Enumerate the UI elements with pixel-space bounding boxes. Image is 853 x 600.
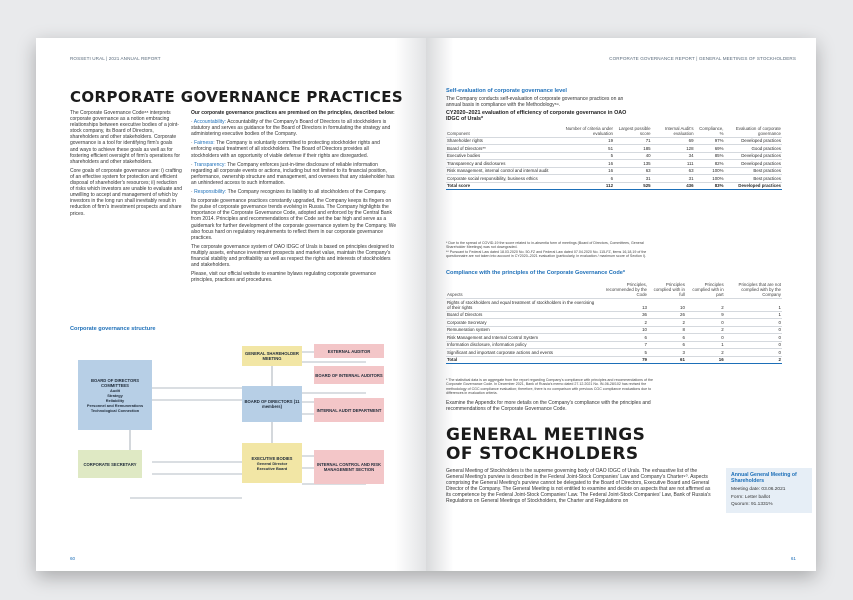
table-cell: 69	[652, 137, 695, 144]
table-cell: 0	[725, 334, 782, 341]
table-cell: 63	[652, 167, 695, 174]
self-evaluation-label: Self-evaluation of corporate governance level	[446, 88, 567, 94]
table-cell: 5	[598, 349, 648, 356]
table-cell: 185	[614, 145, 652, 152]
table1-title: CY2020–2021 evaluation of efficiency of corporate governance in OAO IDGC of Urals*	[446, 110, 627, 123]
principle-text: The Company enforces just-in-time disclosure of reliable information regarding all corporate events or actions, including but not limited to its financial position, performance, ownership structure and management, and oversees that any stakeholder has an unhindered access to such information.	[191, 161, 395, 186]
committee-reliability: Reliability	[105, 397, 125, 403]
table-cell: 19	[558, 137, 614, 144]
table-cell: Board of Directors	[446, 311, 598, 318]
agm-meeting-date: Meeting date: 03.06.2021	[731, 487, 786, 492]
table-total-cell: 61	[648, 356, 686, 363]
table-cell: 9	[686, 311, 725, 318]
table-cell: 26	[648, 311, 686, 318]
efficiency-table	[446, 125, 782, 190]
left-page	[36, 38, 426, 571]
table-cell: 0	[725, 326, 782, 333]
self-evaluation-text: The Company conducts self-evaluation of corporate governance practices on an annual basis in compliance with the Methodology⁸⁹.	[446, 96, 624, 109]
intro-paragraph-1: The Corporate Governance Code⁸⁸ interprets corporate governance as a notion embracing relationships between executive bodies of a joint-stock company, its Board of Directors, shareholders and other stakeholders. Corporate governance is a tool for identifying firm's goals and ways to achieve these goals as well as for fostering efficient oversight of firm's operations for shareholders and other stakeholders.	[70, 110, 181, 165]
table-cell: 31	[614, 175, 652, 182]
table-cell: 1	[725, 311, 782, 318]
table-cell: 0	[725, 341, 782, 348]
page-number-left: 60	[70, 556, 76, 561]
table-cell: 82%	[695, 160, 725, 167]
table-cell: Corporate Secretary	[446, 319, 598, 326]
col-header: Component	[446, 125, 558, 137]
col-header: Compliance, %	[695, 125, 725, 137]
table-total-cell: 525	[614, 182, 652, 189]
table-header-row	[446, 281, 782, 299]
committee-tech-connection: Technological Connection	[90, 407, 140, 413]
table-cell: Risk Management and Internal Control System	[446, 334, 598, 341]
diagram-title: Corporate governance structure	[70, 326, 156, 332]
executive-bodies-box	[242, 443, 302, 483]
executive-board-label: Executive Board	[256, 465, 288, 471]
body-paragraph: The corporate governance system of OAO IDGC of Urals is based on principles designed to multiply assets, enhance investment prospects and market value, maintain the Company's financial stability and profitability as well as respect the rights and interests of stockholders and stakeholders.	[191, 243, 395, 269]
table-row	[446, 341, 782, 348]
table-cell: 100%	[695, 167, 725, 174]
table-cell: 10	[598, 326, 648, 333]
compliance-table-body	[446, 299, 782, 364]
table-cell: Shareholder rights	[446, 137, 558, 144]
table-cell: 1	[725, 299, 782, 312]
table-cell: Rights of stockholders and equal treatment of stockholders in the exercising of their rights	[446, 299, 598, 312]
table-row	[446, 334, 782, 341]
table-row	[446, 299, 782, 312]
table-cell: Remuneration system	[446, 326, 598, 333]
table-total-row	[446, 356, 782, 363]
table-total-cell: 2	[725, 356, 782, 363]
table-row	[446, 167, 782, 174]
table-cell: Transparency and disclosures	[446, 160, 558, 167]
table-row	[446, 349, 782, 356]
intro-paragraph-2: Core goals of corporate governance are: i) crafting of an effective system for protection and efficient disposal of shareholder's resources; ii) reduction of risks which investors are unable to evaluate and unwilling to accept and management of which by investors in the long run shall inevitably result in reduction of firm's investment prospects and share prices.	[70, 167, 183, 217]
table-header-row	[446, 125, 782, 137]
agm-sidebar-title: Annual General Meeting of Shareholders	[731, 472, 797, 484]
table-cell: 135	[614, 160, 652, 167]
table-cell: 1	[686, 341, 725, 348]
table-cell: Risk management, internal control and internal audit	[446, 167, 558, 174]
table-cell: 6	[648, 341, 686, 348]
table-total-cell: Developed practices	[725, 182, 782, 189]
principles-lead: Our corporate governance practices are premised on the principles, described below:	[191, 110, 395, 116]
table-cell: 71	[614, 137, 652, 144]
principle-text: The Company recognizes its liability to all stockholders of the Company.	[227, 189, 387, 196]
table-cell: 34	[652, 152, 695, 159]
table-cell: 69%	[695, 145, 725, 152]
table-cell: Best practices	[725, 167, 782, 174]
table-cell: Developed practices	[725, 160, 782, 167]
table-cell: Significant and important corporate actions and events	[446, 349, 598, 356]
table-cell: 100%	[695, 175, 725, 182]
col-header: Internal Audit's evaluation	[652, 125, 695, 137]
board-internal-auditors-box: BOARD OF INTERNAL AUDITORS	[314, 366, 384, 384]
page-number-right: 61	[790, 556, 796, 561]
table-row	[446, 319, 782, 326]
col-header: Largest possible score	[614, 125, 652, 137]
table-cell: Information disclosure, information policy	[446, 341, 598, 348]
table-cell: 8	[648, 326, 686, 333]
table-cell: 2	[648, 319, 686, 326]
principle-term: Responsibility:	[194, 189, 227, 196]
table-cell: Corporate social responsibility, business ethics	[446, 175, 558, 182]
body-paragraph: Its corporate governance practices constantly upgraded, the Company keeps its fingers on the pulse of corporate governance trends evolving in Russia. The Company highlights the importance of the Corporate Governance Code, adopted and enforced by the Central Bank from 2014. Principles and recommendations of the Code set the bar high and serve as a guidemark for further development of the corporate governance system by the Company. We also focus hard on regulatory requirements to reflect them in our corporate governance practices.	[191, 198, 397, 241]
col-header: Aspects	[446, 281, 598, 299]
table-total-cell: Total	[446, 356, 598, 363]
board-of-directors-box: BOARD OF DIRECTORS (11 members)	[242, 386, 302, 422]
table-total-cell: 436	[652, 182, 695, 189]
running-head-left: ROSSETI URAL | 2021 ANNUAL REPORT	[70, 56, 161, 61]
compliance-label: Compliance with the principles of the Corporate Governance Code*	[446, 270, 626, 276]
agm-quorum: Quorum: 91.1331%	[731, 502, 773, 507]
table-cell: 5	[558, 152, 614, 159]
gsm-box: GENERAL SHAREHOLDER MEETING	[242, 346, 302, 366]
table-cell: Board of Directors**	[446, 145, 558, 152]
table-cell: Good practices	[725, 145, 782, 152]
table-total-cell: 83%	[695, 182, 725, 189]
table-cell: 40	[614, 152, 652, 159]
efficiency-table-wrap	[446, 125, 782, 190]
col-header: Principles complied with in full	[648, 281, 686, 299]
table-total-row	[446, 182, 782, 189]
table-cell: 6	[648, 334, 686, 341]
table-cell: 0	[686, 319, 725, 326]
table-cell: 2	[686, 349, 725, 356]
table-cell: 2	[686, 326, 725, 333]
table-cell: Best practices	[725, 175, 782, 182]
col-header: Number of criteria under evaluation	[558, 125, 614, 137]
efficiency-table-body	[446, 137, 782, 189]
table-cell: 2	[686, 299, 725, 312]
principles-column	[191, 110, 398, 286]
right-page	[426, 38, 816, 571]
table-cell: 31	[652, 175, 695, 182]
running-head-right: CORPORATE GOVERNANCE REPORT | GENERAL MEETINGS OF STOCKHOLDERS	[609, 56, 796, 61]
table2-footnote: * The statistical data is an aggregate from the report regarding Company's compliance with principles and recommendations of the Corporate Governance Code. In December 2021, Bank of Russia's memo dated 27.12.2021 No. IN-06-28/102 has revised the methodology of CGC compliance evaluation; therefore, there is no comparison with previous CGC compliance evaluations due to differences in evaluation criteria.	[446, 378, 653, 396]
external-auditor-box: EXTERNAL AUDITOR	[314, 344, 384, 358]
principle-item: · Fairness: The Company is voluntarily committed to protecting stockholder rights and enforcing equal treatment of all stockholders. The Board of Directors provides all stockholders with an opportunity of viable defense if their rights are disregarded.	[191, 140, 380, 159]
general-meetings-title-line2: OF STOCKHOLDERS	[446, 444, 639, 464]
board-committees-heading: BOARD OF DIRECTORS COMMITTEES	[90, 377, 140, 388]
board-committees-box	[78, 360, 152, 430]
agm-sidebar	[726, 468, 812, 513]
table-cell: 16	[558, 160, 614, 167]
table-cell: 0	[686, 334, 725, 341]
footnote: * Due to the spread of COVID-19 the score related to in-absentia form of meetings (Board of Directors, Committees, General Shareholder Meetings) was not downgraded.	[446, 241, 644, 250]
table-cell: 36	[598, 311, 648, 318]
table-row	[446, 326, 782, 333]
general-director-label: General Director	[256, 460, 288, 466]
principle-term: Transparency:	[193, 161, 226, 168]
table-cell: 6	[558, 175, 614, 182]
principle-term: Fairness:	[194, 140, 215, 147]
table-cell: 0	[725, 349, 782, 356]
internal-control-box: INTERNAL CONTROL AND RISK MANAGEMENT SECTION	[314, 450, 384, 484]
principle-term: Accountability:	[193, 119, 227, 126]
table-cell: 111	[652, 160, 695, 167]
table-row	[446, 152, 782, 159]
table-cell: 2	[598, 319, 648, 326]
table-cell: 10	[648, 299, 686, 312]
table-cell: 97%	[695, 137, 725, 144]
principle-item: · Transparency: The Company enforces just-in-time disclosure of reliable information regarding all corporate events or actions, including but not limited to its financial position, performance, ownership structure and management, and oversees that any stakeholder has an unhindered access to such information.	[191, 161, 395, 186]
body-paragraph: Please, visit our official website to examine bylaws regulating corporate governance principles, practices and procedures.	[191, 271, 377, 284]
table-total-cell: 16	[686, 356, 725, 363]
principle-text: The Company is voluntarily committed to protecting stockholder rights and enforcing equal treatment of all stockholders. The Board of Directors provides all stockholders with an opportunity of viable defense if their rights are disregarded.	[191, 140, 380, 159]
table-cell: Developed practices	[725, 152, 782, 159]
table1-footnotes	[446, 241, 656, 259]
compliance-table-wrap	[446, 281, 782, 364]
general-meetings-title-line1: GENERAL MEETINGS	[446, 425, 646, 445]
table-cell: Executive bodies	[446, 152, 558, 159]
table-cell: 16	[558, 167, 614, 174]
agm-form: Form: Letter ballot	[731, 494, 770, 500]
table-cell: 63	[614, 167, 652, 174]
table-cell: 85%	[695, 152, 725, 159]
table-cell: 3	[648, 349, 686, 356]
committee-audit: Audit	[110, 387, 120, 393]
table-total-cell: 79	[598, 356, 648, 363]
report-spread	[36, 38, 816, 571]
committee-personnel: Personnel and Remunerations	[86, 402, 144, 408]
table-cell: 13	[598, 299, 648, 312]
table-row	[446, 137, 782, 144]
table-total-cell: 112	[558, 182, 614, 189]
intro-column	[70, 110, 182, 220]
table-row	[446, 145, 782, 152]
table-cell: Developed practices	[725, 137, 782, 144]
principle-text: Accountability of the Company's Board of Directors to all stockholders is statutory and serves as guidance for the Board of Directors in formulating the strategy and administering executive bodies of the Company.	[191, 119, 391, 138]
principle-item: · Responsibility: The Company recognizes its liability to all stockholders of the Company.	[191, 189, 387, 196]
table-cell: 6	[598, 334, 648, 341]
table-cell: 7	[598, 341, 648, 348]
table-row	[446, 160, 782, 167]
compliance-table	[446, 281, 782, 364]
footnote: ** Pursuant to Federal Law dated 18.03.2020 No. 50-FZ and Federal Law dated 07.04.2020 No. 115-FZ, items 16,18,19 of the questionnaire are not taken into account in CY2020–2021 evaluation (particularly, in evaluation / maximum score of Section I).	[446, 249, 647, 259]
col-header: Principles, recommended by the Code	[598, 281, 648, 299]
col-header: Principles complied with in part	[686, 281, 725, 299]
committee-strategy: Strategy	[107, 392, 123, 398]
col-header: Principles that are not complied with by the Company	[725, 281, 782, 299]
col-header: Evaluation of corporate governance	[725, 125, 782, 137]
general-meetings-text: General Meeting of Stockholders is the supreme governing body of OAO IDGC of Urals. The exhaustive list of the General Meeting's purview is described in the Federal Joint-Stock Companies' Law and Company's Charter⁹⁰. Aspects comprising the General Meeting's purview cannot be delegated to the Board of Directors, Executive Board and General Director of the Company. The General Meeting is not entitled to examine and decide on aspects that are not affirmed as its competence by the Federal Joint-Stock Companies' Law. The Federal Joint-Stock Companies' Law, Bank of Russia's Regulations on General Meetings of Stockholders, the Charter and Regulations on	[446, 468, 711, 505]
corporate-secretary-box: CORPORATE SECRETARY	[78, 450, 142, 478]
table-cell: 128	[652, 145, 695, 152]
governance-diagram	[70, 338, 396, 508]
executive-bodies-heading: EXECUTIVE BODIES	[251, 455, 293, 461]
table-cell: 0	[725, 319, 782, 326]
principle-item: · Accountability: Accountability of the Company's Board of Directors to all stockholders is statutory and serves as guidance for the Board of Directors in formulating the strategy and administering executive bodies of the Company.	[191, 119, 391, 138]
appendix-note: Examine the Appendix for more details on the Company's compliance with the principles and recommendations of the Corporate Governance Code.	[446, 400, 651, 413]
internal-audit-department-box: INTERNAL AUDIT DEPARTMENT	[314, 398, 384, 422]
general-meetings-title	[446, 426, 645, 464]
table-cell: 51	[558, 145, 614, 152]
table-total-cell: Total score	[446, 182, 558, 189]
page-title: CORPORATE GOVERNANCE PRACTICES	[70, 88, 404, 106]
table-row	[446, 175, 782, 182]
table-row	[446, 311, 782, 318]
